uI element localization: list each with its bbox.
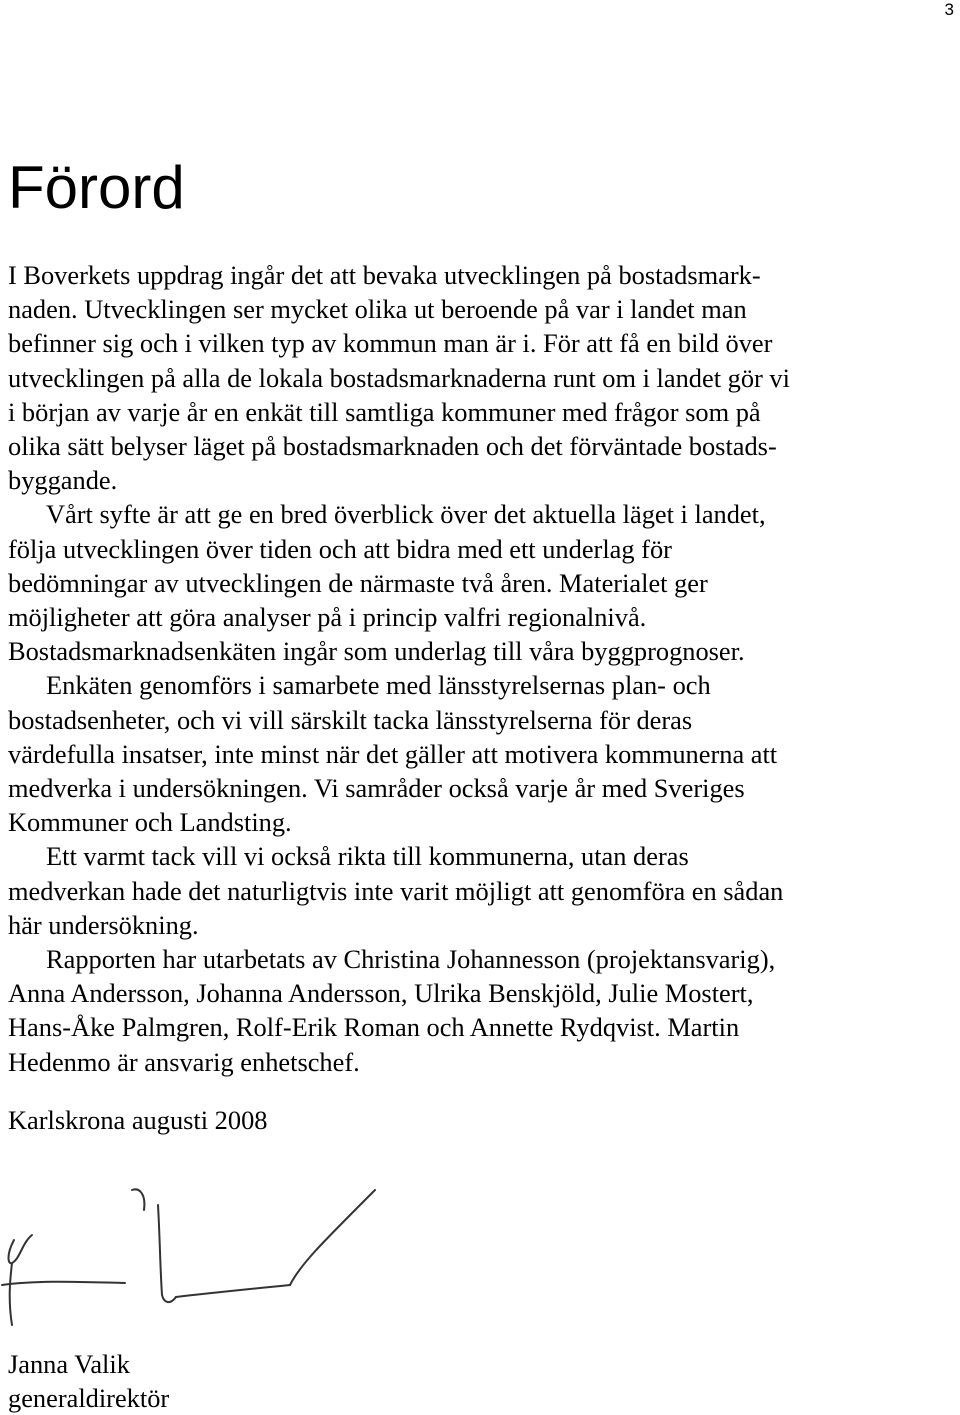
foreword-text [8, 258, 956, 1137]
text-line: bedömningar av utvecklingen de närmaste två åren. Materialet ger [8, 567, 708, 598]
text-line: medverka i undersökningen. Vi samråder också varje år med Sveriges [8, 773, 745, 804]
page-title: Förord [8, 154, 185, 221]
text-line: medverkan hade det naturligtvis inte varit möjligt att genomföra en sådan [8, 875, 784, 906]
text-line: i början av varje år en enkät till samtliga kommuner med frågor som på [8, 396, 761, 427]
text-line: Vårt syfte är att ge en bred överblick över det aktuella läget i landet, [46, 499, 766, 530]
text-line: möjligheter att göra analyser på i princip valfri regionalnivå. [8, 602, 647, 633]
text-line: Anna Andersson, Johanna Andersson, Ulrika Benskjöld, Julie Mostert, [8, 978, 754, 1009]
text-line: Rapporten har utarbetats av Christina Johannesson (projektansvarig), [46, 944, 776, 975]
paragraph-lines [8, 258, 956, 1079]
text-line: värdefulla insatser, inte minst när det gäller att motivera kommunerna att [8, 738, 778, 769]
signer-name: Janna Valik [8, 1349, 130, 1379]
text-line: befinner sig och i vilken typ av kommun man är i. För att få en bild över [8, 328, 773, 359]
text-line: Bostadsmarknadsenkäten ingår som underlag till våra byggprognoser. [8, 636, 745, 667]
text-line: följa utvecklingen över tiden och att bidra med ett underlag för [8, 533, 672, 564]
text-line: I Boverkets uppdrag ingår det att bevaka utvecklingen på bostadsmark- [8, 260, 761, 290]
signature-image [0, 1185, 400, 1335]
text-line: Enkäten genomförs i samarbete med länsstyrelsernas plan- och [46, 670, 711, 701]
text-line: Kommuner och Landsting. [8, 807, 292, 838]
text-line: Ett varmt tack vill vi också rikta till kommunerna, utan deras [46, 841, 689, 872]
text-line: här undersökning. [8, 909, 199, 940]
text-line: utvecklingen på alla de lokala bostadsmarknaderna runt om i landet gör vi [8, 362, 790, 393]
text-line: bostadsenheter, och vi vill särskilt tacka länsstyrelserna för deras [8, 704, 693, 735]
text-line: Hans-Åke Palmgren, Rolf-Erik Roman och Annette Rydqvist. Martin [8, 1012, 740, 1043]
page-number: 3 [944, 0, 954, 19]
text-line: byggande. [8, 465, 118, 496]
place-date: Karlskrona augusti 2008 [8, 1104, 268, 1135]
signer-title: generaldirektör [8, 1383, 170, 1414]
text-line: Hedenmo är ansvarig enhetschef. [8, 1046, 360, 1077]
text-line: olika sätt belyser läget på bostadsmarknaden och det förväntade bostads- [8, 431, 777, 462]
signer-block [8, 1347, 169, 1415]
spacer [8, 1079, 956, 1103]
text-line: naden. Utvecklingen ser mycket olika ut beroende på var i landet man [8, 294, 747, 325]
